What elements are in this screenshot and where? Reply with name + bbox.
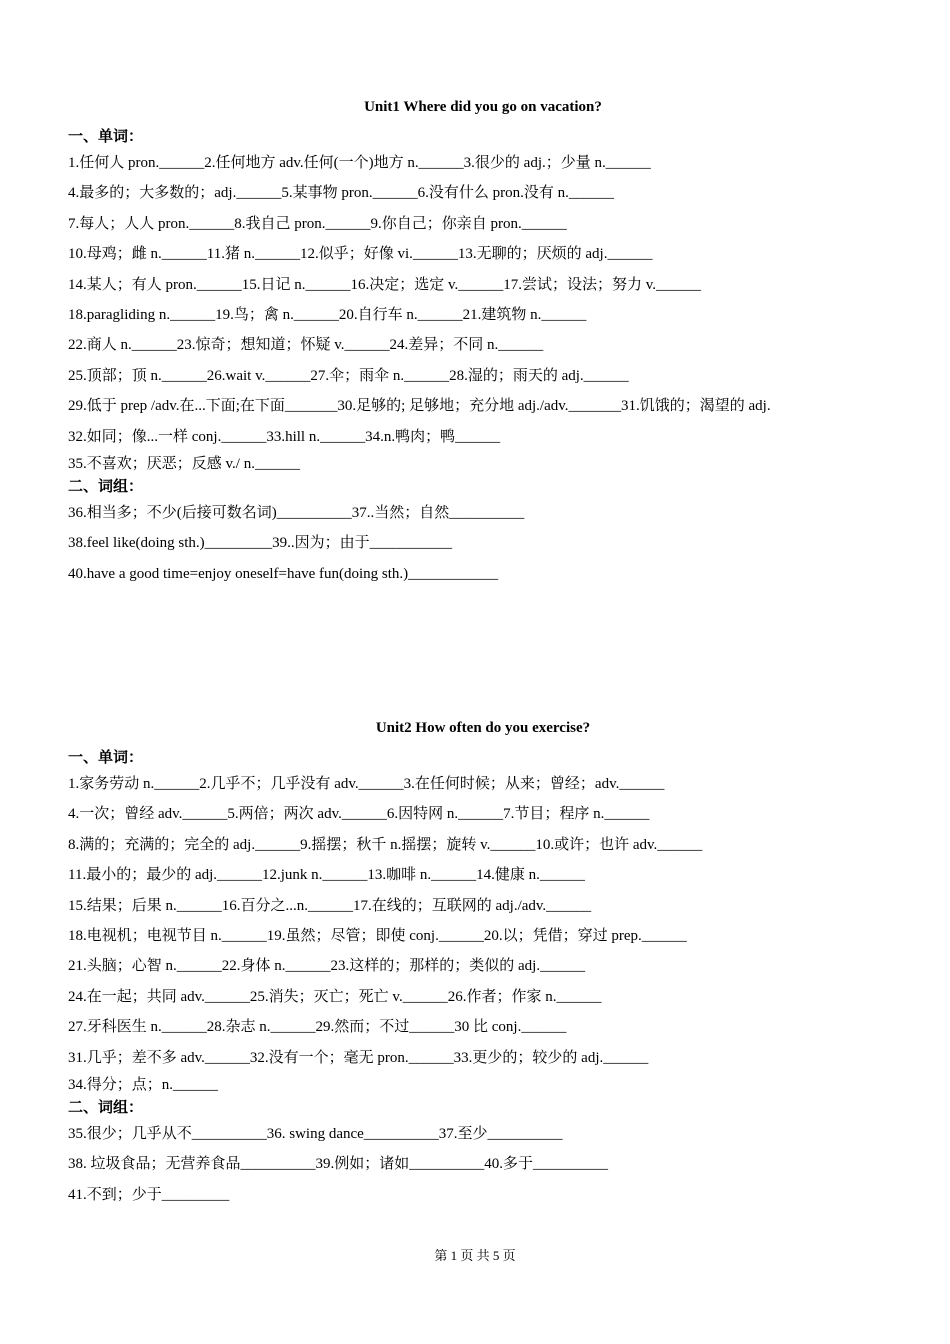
unit1-word-line: 25.顶部；顶 n.______26.wait v.______27.伞；雨伞 n.______28.湿的；雨天的 adj.______: [68, 367, 629, 384]
unit1-word-line: 14.某人；有人 pron.______15.日记 n.______16.决定；选定 v.______17.尝试；设法；努力 v.______: [68, 276, 702, 293]
unit1-word-line: 10.母鸡；雌 n.______11.猪 n.______12.似乎；好像 vi.______13.无聊的；厌烦的 adj.______: [68, 246, 653, 263]
unit2-word-line: 21.头脑；心智 n.______22.身体 n.______23.这样的；那样的；类似的 adj.______: [68, 958, 586, 975]
unit1-phrase-line: 40.have a good time=enjoy oneself=have fun(doing sth.)____________: [68, 565, 499, 582]
unit2-word-line: 18.电视机；电视节目 n.______19.虽然；尽管；即使 conj.______20.以；凭借；穿过 prep.______: [68, 927, 687, 944]
unit1-phrase-line: 38.feel like(doing sth.)_________39..因为；由于___________: [68, 535, 453, 552]
unit1-word-line: 32.如同；像...一样 conj.______33.hill n.______34.n.鸭肉；鸭______: [68, 428, 501, 445]
unit2-phrase-line: 41.不到；少于_________: [68, 1186, 230, 1203]
unit2-word-line: 4.一次；曾经 adv.______5.两倍；两次 adv.______6.因特网 n.______7.节目；程序 n.______: [68, 806, 650, 823]
unit1-word-line: 1.任何人 pron.______2.任何地方 adv.任何(一个)地方 n.______3.很少的 adj.；少量 n.______: [68, 155, 651, 171]
unit2-word-line: 1.家务劳动 n.______2.几乎不；几乎没有 adv.______3.在任何时候；从来；曾经；adv.______: [68, 776, 665, 792]
unit2-word-line: 27.牙科医生 n.______28.杂志 n.______29.然而；不过______30 比 conj.______: [68, 1019, 567, 1036]
unit1-word-line: 7.每人；人人 pron.______8.我自己 pron.______9.你自己；你亲自 pron.______: [68, 215, 567, 232]
unit2-phrase-line: 35.很少；几乎从不__________36. swing dance__________37.至少__________: [68, 1125, 563, 1142]
unit1-phrases-heading: 二、词组：: [68, 478, 144, 495]
unit1-word-line: 18.paragliding n.______19.鸟；禽 n.______20.自行车 n.______21.建筑物 n.______: [68, 306, 587, 323]
unit2-word-line: 8.满的；充满的；完全的 adj.______9.摇摆；秋千 n.摇摆；旋转 v.______10.或许；也许 adv.______: [68, 836, 703, 853]
unit2-phrase-line: 38. 垃圾食品；无营养食品__________39.例如；诸如__________40.多于__________: [68, 1156, 609, 1173]
unit1-section: [68, 96, 898, 589]
unit2-word-line: 15.结果；后果 n.______16.百分之...n.______17.在线的；互联网的 adj./adv.______: [68, 897, 592, 914]
unit2-word-line: 24.在一起；共同 adv.______25.消失；灭亡；死亡 v.______26.作者；作家 n.______: [68, 988, 602, 1005]
unit1-title: Unit1 Where did you go on vacation?: [364, 99, 602, 115]
unit1-words-heading: 一、单词：: [68, 129, 144, 145]
unit1-word-line: 22.商人 n.______23.惊奇；想知道；怀疑 v.______24.差异；不同 n.______: [68, 337, 544, 354]
unit1-word-line: 35.不喜欢；厌恶；反感 v./ n.______: [68, 455, 300, 472]
unit2-word-line: 11.最小的；最少的 adj.______12.junk n.______13.咖啡 n.______14.健康 n.______: [68, 867, 585, 884]
unit2-word-line: 31.几乎；差不多 adv.______32.没有一个；毫无 pron.______33.更少的；较少的 adj.______: [68, 1049, 649, 1066]
unit2-word-line: 34.得分；点；n.______: [68, 1076, 219, 1093]
unit2-phrases-heading: 二、词组：: [68, 1099, 144, 1116]
page-footer: 第 1 页 共 5 页: [434, 1248, 516, 1263]
unit2-title: Unit2 How often do you exercise?: [375, 720, 591, 736]
unit1-phrase-line: 36.相当多；不少(后接可数名词)__________37..当然；自然__________: [68, 504, 525, 521]
unit1-word-line: 29.低于 prep /adv.在...下面;在下面_______30.足够的; 足够地；充分地 adj./adv._______31.饥饿的；渴望的 adj.: [68, 398, 771, 415]
unit2-section: [68, 717, 898, 1210]
unit1-word-line: 4.最多的；大多数的；adj.______5.某事物 pron.______6.没有什么 pron.没有 n.______: [68, 185, 614, 202]
unit2-words-heading: 一、单词：: [68, 750, 144, 766]
